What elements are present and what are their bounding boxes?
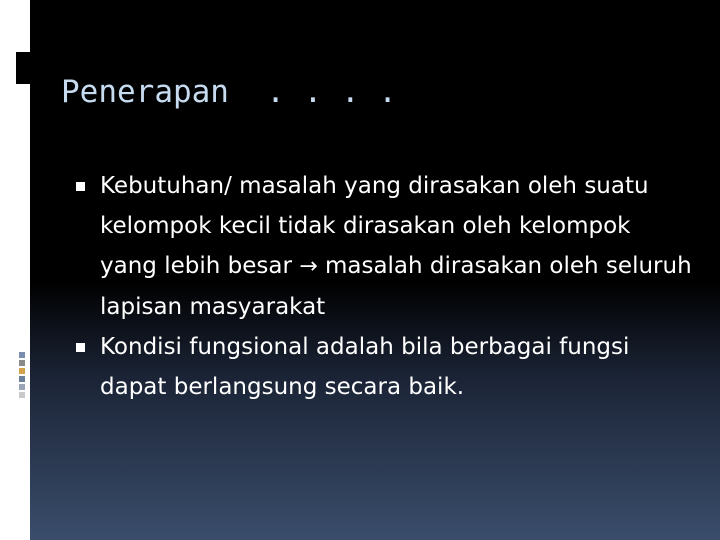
accent-bar: [19, 360, 25, 366]
bullet-text: Kondisi fungsional adalah bila berbagai fungsi dapat berlangsung secara baik.: [100, 334, 630, 400]
slide-title: Penerapan . . . .: [61, 74, 397, 110]
accent-bar: [19, 368, 25, 374]
accent-bar: [19, 392, 25, 398]
bullet-item: [74, 327, 694, 407]
bullet-list: [74, 166, 694, 407]
accent-bar: [19, 384, 25, 390]
right-arrow-icon: →: [299, 254, 318, 279]
accent-bar: [19, 352, 25, 358]
square-bullet-icon: [76, 343, 85, 352]
accent-bar: [19, 376, 25, 382]
bullet-text-after: masalah dirasakan oleh seluruh lapisan masyarakat: [100, 253, 692, 320]
bullet-text-before: Kebutuhan/ masalah yang dirasakan oleh suatu kelompok kecil tidak dirasakan oleh kelompok yang lebih besar: [100, 173, 649, 279]
bullet-item: [74, 166, 694, 327]
square-bullet-icon: [76, 182, 85, 191]
left-accent-block: [16, 52, 30, 84]
accent-color-bars: [19, 352, 25, 400]
